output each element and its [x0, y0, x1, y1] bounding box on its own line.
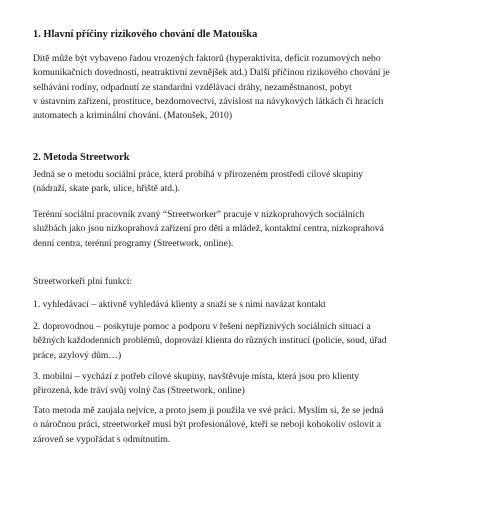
- text-line: zároveň se vypořádat s odmítnutím.: [33, 433, 171, 445]
- text-line: 1. vyhledávací – aktivně vyhledává klienty a snaží se s nimi navázat kontakt: [33, 299, 326, 310]
- text-line: (nádraží, skate park, ulice, hřiště atd.).: [33, 183, 181, 195]
- function-item-3: [33, 370, 359, 399]
- functions-intro: [33, 275, 132, 289]
- text-line: 3. mobilní – vychází z potřeb cílové skupiny, navštěvuje místa, která jsou pro klienty: [33, 371, 360, 382]
- closing-paragraph: [33, 404, 383, 447]
- text-line: Tato metoda mě zaujala nejvíce, a proto jsem ji použila ve své práci. Myslím si, že se jedná: [33, 405, 384, 416]
- section1-paragraph: [33, 52, 390, 123]
- text-line: selhávání rodiny, odpadnutí ze standardní vzdělávací dráhy, nezaměstnanost, pobyt: [33, 81, 352, 93]
- text-line: 2. doprovodnou – poskytuje pomoc a podporu v řešení nepříznivých sociálních situací a: [33, 321, 371, 332]
- text-line: denní centra, terénní programy (Streetwork, online).: [33, 237, 234, 249]
- text-line: automatech a kriminální chování. (Matoušek, 2010): [33, 110, 233, 122]
- section2-heading: 2. Metoda Streetwork: [33, 152, 130, 163]
- text-line: práce, azylový dům…): [33, 349, 122, 361]
- text-line: v ústavním zařízení, prostituce, bezdomovectví, závislost na návykových látkách či hracích: [33, 95, 384, 107]
- text-line: běžných každodenních problémů, doprovází klienta do různých institucí (policie, soud, úřad: [33, 335, 387, 347]
- text-line: Dítě může být vybaveno řadou vrozených faktorů (hyperaktivita, deficit rozumových nebo: [33, 53, 381, 64]
- function-item-1: [33, 298, 326, 312]
- text-line: přirozená, kde tráví svůj volný čas (Streetwork, online): [33, 385, 245, 397]
- text-line: Terénní sociální pracovník zvaný “Streetworker” pracuje v nízkoprahových sociálních: [33, 209, 365, 220]
- text-line: Jedná se o metodu sociální práce, která probíhá v přirozeném prostředí cílové skupiny: [33, 169, 364, 180]
- function-item-2: [33, 320, 387, 363]
- section1-heading: 1. Hlavní příčiny rizikového chování dle Matouška: [33, 29, 258, 40]
- text-line: Streetworkeři plní funkci:: [33, 276, 133, 287]
- text-line: službách jako jsou nízkoprahová zařízení pro děti a mládež, kontaktní centra, nízkoprahová: [33, 223, 384, 235]
- section2-paragraph-intro: [33, 168, 363, 197]
- text-line: komunikačních dovedností, neatraktivní zevnějšek atd.) Další příčinou rizikového chování je: [33, 67, 390, 79]
- text-line: o náročnou práci, streetworkeř musí být profesionálové, kteří se nebojí kohokoliv oslovit a: [33, 419, 381, 431]
- section2-paragraph-streetworker: [33, 208, 384, 251]
